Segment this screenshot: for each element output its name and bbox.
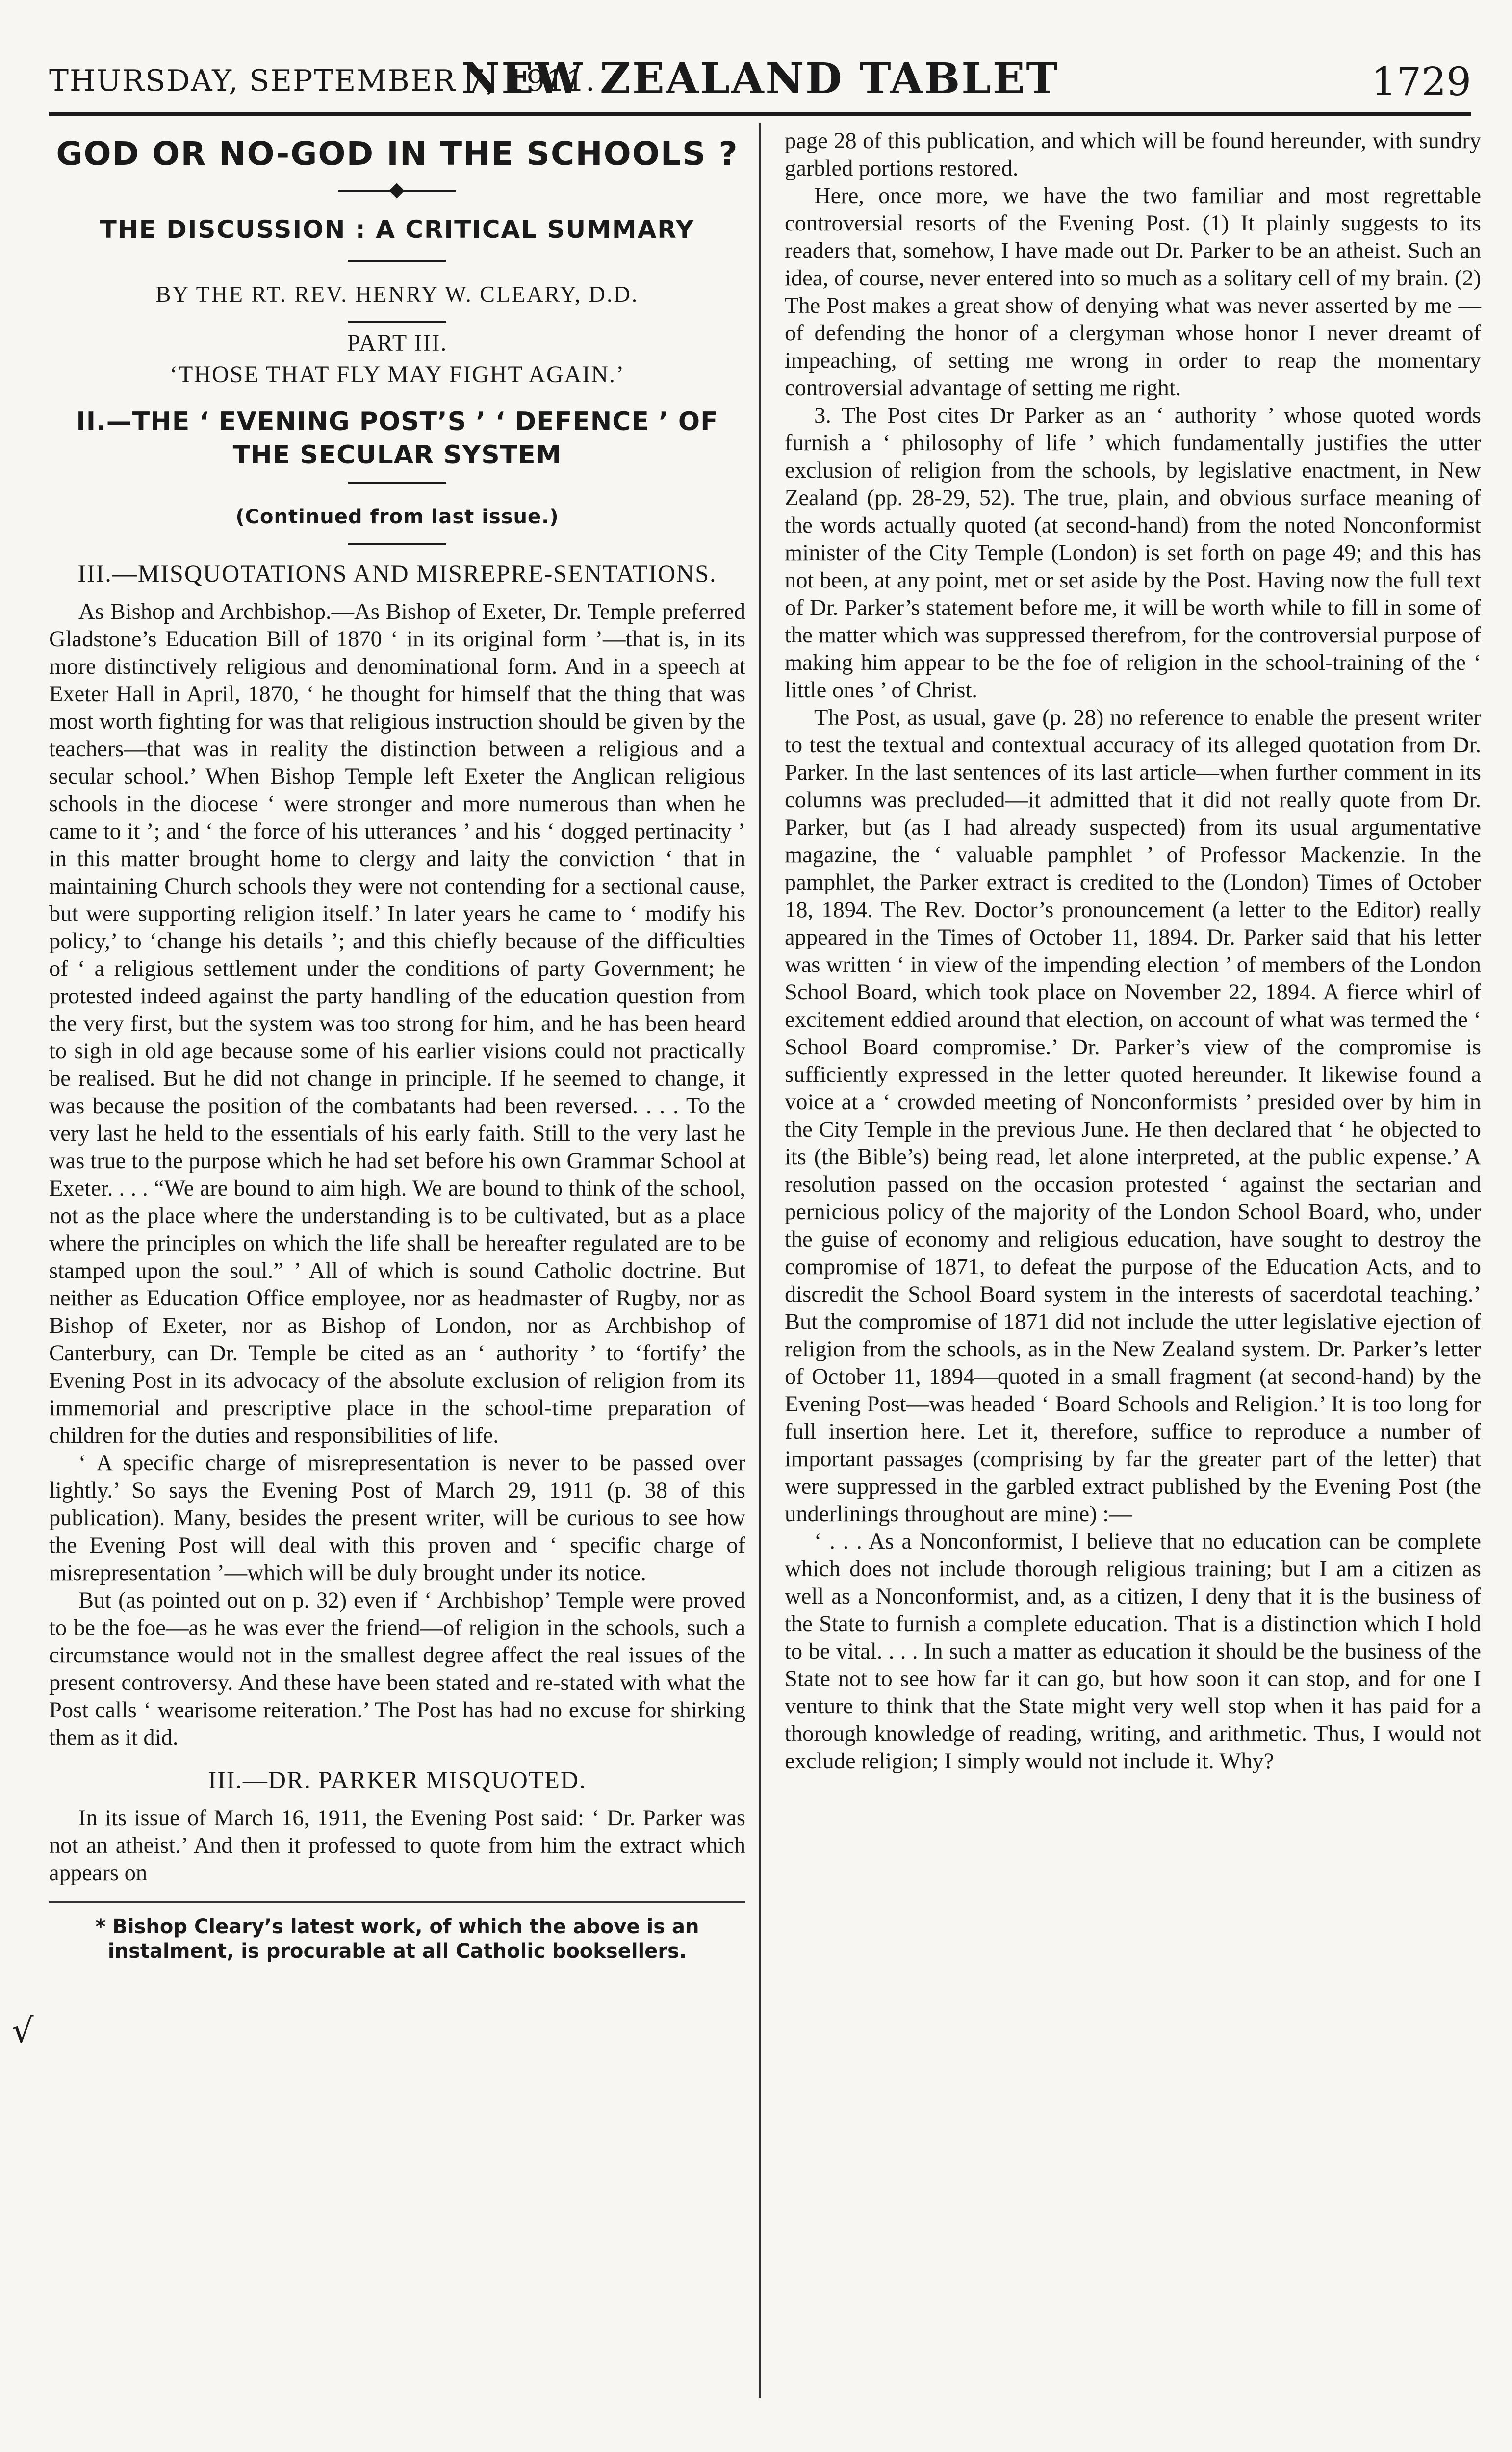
- paragraph: 3. The Post cites Dr Parker as an ‘ authority ’ whose quoted words furnish a ‘ philosophy of life ’ which fundamentally justifies the utter exclusion of religion from the schools, by legislative enactment, in New Zealand (pp. 28-29, 52). The true, plain, and obvious surface meaning of the words actually quoted (at second-hand) from the noted Nonconformist minister of the City Temple (London) is set forth on page 49; and this has not been, at any point, met or set aside by the Post. Having now the full text of Dr. Parker’s statement before me, it will be worth while to fill in some of the matter which was suppressed therefrom, for the controversial purpose of making him appear to be the foe of religion in the school-training of the ‘ little ones ’ of Christ.: [785, 403, 1481, 703]
- divider-rule: [348, 260, 446, 262]
- paragraph: ‘ A specific charge of misrepresentation is never to be passed over lightly.’ So says the Evening Post of March 29, 1911 (p. 38 of this publication). Many, besides the present writer, will be curious to see how the Evening Post will deal with this proven and ‘ specific charge of misrepresentation ’—which will be duly brought under its notice.: [49, 1451, 745, 1585]
- paragraph: But (as pointed out on p. 32) even if ‘ Archbishop’ Temple were proved to be the foe—as he was ever the friend—of religion in the schools, such a circumstance would not in the smallest degree affect the real issues of the present controversy. And these have been stated and re-stated with what the Post calls ‘ wearisome reiteration.’ The Post has had no excuse for shirking them as it did.: [49, 1588, 745, 1750]
- paragraph: The Post, as usual, gave (p. 28) no reference to enable the present writer to test the textual and contextual accuracy of its alleged quotation from Dr. Parker. In the last sentences of its last article—when further comment in its columns was precluded—it admitted that it did not really quote from Dr. Parker, but (as I had already suspected) from its usual argumentative magazine, the ‘ valuable pamphlet ’ of Professor Mackenzie. In the pamphlet, the Parker extract is credited to the (London) Times of October 18, 1894. The Rev. Doctor’s pronouncement (a letter to the Editor) really appeared in the Times of October 11, 1894. Dr. Parker said that his letter was written ‘ in view of the impending election ’ of members of the London School Board, which took place on November 22, 1894. A fierce whirl of excitement eddied around that election, on account of what was termed the ‘ School Board compromise.’ Dr. Parker’s view of the compromise is sufficiently expressed in the letter quoted hereunder. It likewise found a voice at a ‘ crowded meeting of Nonconformists ’ presided over by him in the City Temple in the previous June. He then declared that ‘ he objected to its (the Bible’s) being read, let alone interpreted, at the public expense.’ A resolution passed on the occasion protested ‘ against the sectarian and pernicious policy of the majority of the London School Board, who, under the guise of economy and religious education, have sought to destroy the compromise of 1871, to defeat the purpose of the Education Acts, and to discredit the School Board system in the interests of sacerdotal teaching.’ But the compromise of 1871 did not include the utter legislative ejection of religion from the schools, as in the New Zealand system. Dr. Parker’s letter of October 11, 1894—quoted in a small fragment (at second-hand) by the Evening Post—was headed ‘ Board Schools and Religion.’ It is too long for full insertion here. Let it, therefore, suffice to reproduce a number of important passages (comprising by far the greater part of the letter) that were suppressed in the garbled extract published by the Evening Post (the underlinings throughout are mine) :—: [785, 705, 1481, 1527]
- right-column: [785, 128, 1481, 1775]
- divider-rule: [348, 321, 446, 323]
- masthead: [49, 44, 1471, 108]
- ornament-divider: [338, 185, 456, 197]
- section-heading-ii: II.—THE ‘ EVENING POST’S ’ ‘ DEFENCE ’ OF THE SECULAR SYSTEM: [76, 407, 718, 470]
- paragraph: page 28 of this publication, and which will be found hereunder, with sundry garbled portions restored.: [785, 128, 1481, 181]
- column-divider: [759, 123, 761, 2398]
- quoted-letter: ‘ . . . As a Nonconformist, I believe that no education can be complete which does not include thorough religious training; but I am a citizen as well as a Nonconformist, and, as a citizen, I deny that it is the business of the State to furnish a complete education. That is a distinction which I hold to be vital. . . . In such a matter as education it should be the business of the State not to see how far it can go, but how soon it can stop, and for one I venture to think that the State might very well stop when it has paid for a thorough knowledge of reading, writing, and arithmetic. Thus, I would not exclude religion; I simply would not include it. Why?: [785, 1529, 1481, 1774]
- article-subtitle: THE DISCUSSION : A CRITICAL SUMMARY: [100, 215, 695, 244]
- publication-title: NEW ZEALAND TABLET: [461, 54, 1059, 103]
- margin-check-mark: √: [12, 2011, 34, 2051]
- header-rule: [49, 112, 1471, 116]
- byline: BY THE RT. REV. HENRY W. CLEARY, D.D.: [155, 281, 639, 306]
- page-number: 1729: [1371, 59, 1471, 104]
- paragraph: In its issue of March 16, 1911, the Evening Post said: ‘ Dr. Parker was not an atheist.’ And then it professed to quote from him the extract which appears on: [49, 1806, 745, 1886]
- part-number: PART III.: [347, 330, 448, 356]
- article-title: GOD OR NO-GOD IN THE SCHOOLS ?: [56, 135, 739, 173]
- section-heading-parker: III.—DR. PARKER MISQUOTED.: [208, 1766, 587, 1793]
- divider-rule: [348, 482, 446, 484]
- part-subtitle: ‘THOSE THAT FLY MAY FIGHT AGAIN.’: [170, 361, 625, 387]
- left-column: [49, 128, 745, 1964]
- continued-note: (Continued from last issue.): [235, 506, 559, 528]
- part-heading: [49, 328, 745, 390]
- issue-date: THURSDAY, SEPTEMBER 7, 1911.: [49, 64, 596, 98]
- paragraph: Here, once more, we have the two familiar and most regrettable controversial resorts of the Evening Post. (1) It plainly suggests to its readers that, somehow, I have made out Dr. Parker to be an atheist. Such an idea, of course, never entered into so much as a solitary cell of my brain. (2) The Post makes a great show of denying what was never asserted by me —of defending the honor of a clergyman whose honor I never dreamt of impeaching, of setting me wrong in order to reap the momentary controversial advantage of setting me right.: [785, 183, 1481, 401]
- section-heading-misquotations: III.—MISQUOTATIONS AND MISREPRE-SENTATIONS.: [77, 560, 717, 587]
- paragraph: As Bishop and Archbishop.—As Bishop of Exeter, Dr. Temple preferred Gladstone’s Education Bill of 1870 ‘ in its original form ’—that is, in its more distinctively religious and denominational form. And in a speech at Exeter Hall in April, 1870, ‘ he thought for himself that the thing that was most worth fighting for was that religious instruction should be given by the teachers—that was in reality the distinction between a religious and a secular school.’ When Bishop Temple left Exeter the Anglican religious schools in the diocese ‘ were stronger and more numerous than when he came to it ’; and ‘ the force of his utterances ’ and his ‘ dogged pertinacity ’ in this matter brought home to clergy and laity the conviction ‘ that in maintaining Church schools they were not contending for a sectional cause, but were supporting religion itself.’ In later years he came to ‘ modify his policy,’ to ‘change his details ’; and this chiefly because of the difficulties of ‘ a religious settlement under the conditions of party Government; he protested indeed against the party handling of the education question from the very first, but the system was too strong for him, and he has been heard to sigh in old age because some of his earlier visions could not practically be realised. But he did not change in principle. If he seemed to change, it was because the position of the combatants had been reversed. . . . To the very last he held to the essentials of his early faith. Still to the very last he was true to the purpose which he had set before his own Grammar School at Exeter. . . . “We are bound to aim high. We are bound to think of the school, not as the place where the understanding is to be cultivated, but as a place where the principles on which the life shall be hereafter regulated are to be stamped upon the soul.” ’ All of which is sound Catholic doctrine. But neither as Education Office employee, nor as headmaster of Rugby, nor as Bishop of Exeter, nor as Bishop of London, nor as Archbishop of Canterbury, can Dr. Temple be cited as an ‘ authority ’ to ‘fortify’ the Evening Post in its advocacy of the absolute exclusion of religion from its immemorial and prescriptive place in the school-time preparation of children for the duties and responsibilities of life.: [49, 599, 745, 1448]
- footnote-rule: [49, 1901, 745, 1903]
- footnote: * Bishop Cleary’s latest work, of which the above is an instalment, is procurable at all Catholic booksellers.: [95, 1916, 699, 1963]
- divider-rule: [348, 543, 446, 545]
